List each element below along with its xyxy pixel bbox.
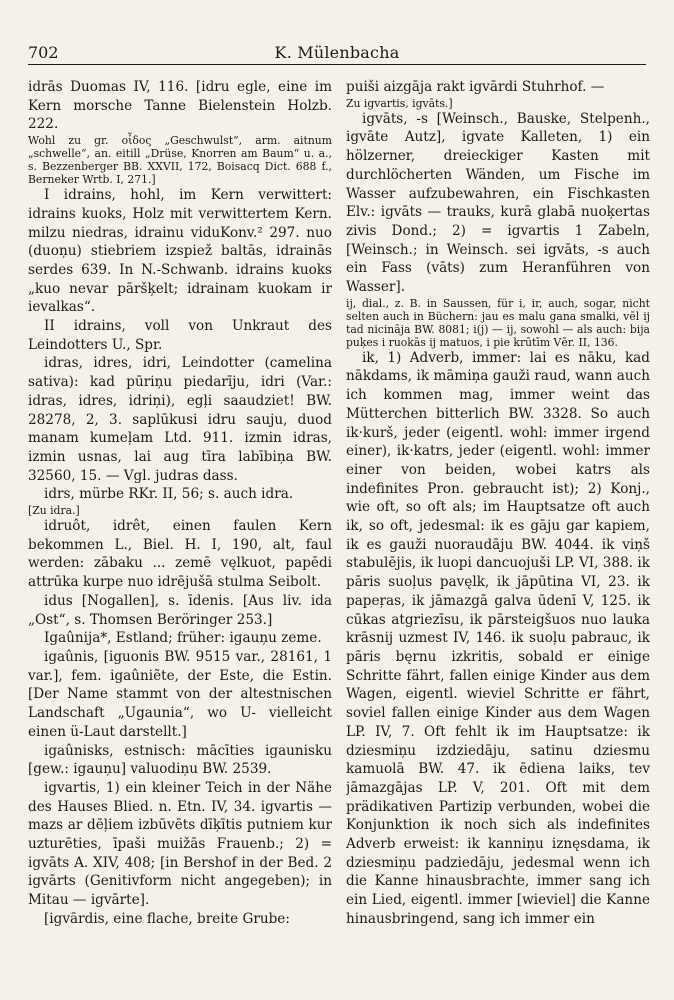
left-column-entry: idrs, mürbe RKr. II, 56; s. auch idra. bbox=[44, 486, 294, 503]
left-column-entry: idrās Duomas IV, 116. [idru egle, eine im Kern morsche Tanne Bielenstein Holzb. 222. bbox=[28, 79, 332, 133]
left-column-entry: idras, idres, idri, Leindotter (camelina sativa): kad pūriņu piedarīju, idri (Var.: idras, idres, idriņi), egļi saaudziet! BW. 28278, 2, 3. saplūkusi idru sauju, duod manam kumeļam Ltd. 911. izmin idras, izmin usnas, lai aug tīra labībiņa BW. 32560, 15. — Vgl. judras dass. bbox=[28, 355, 332, 484]
page-number: 702 bbox=[28, 42, 59, 62]
left-column-entry: I idrains, hohl, im Kern verwittert: idrains kuoks, Holz mit verwittertem Kern. milzu niedras, idrainu viduKonv.² 297. nuo (duoņu) stiebriem izspiež baltās, idrainās serdes 639. In N.-Schwanb. idrains kuoks „kuo nevar pāršķelt; idrainam kuokam ir ievalkas“. bbox=[28, 187, 332, 316]
left-column-entry: idruôt, idrêt, einen faulen Kern bekommen L., Biel. H. I, 190, alt, faul werden: zābaku ... zemē vęlkuot, papēdi attrūka kurpe nuo idrējušā stulma Seibolt. bbox=[28, 518, 332, 591]
right-column-entry: puiši aizgāja rakt igvārdi Stuhrhof. — bbox=[346, 79, 605, 95]
right-column-entry: ik, 1) Adverb, immer: lai es nāku, kad nākdams, ik māmiņa gauži raud, wann auch ich kommen mag, immer weint das Mütterchen bitterlich BW. 3328. So auch ik·kurš, jeder (eigentl. wohl: immer irgend einer), ik·katrs, jeder (eigentl. wohl: immer einer von beiden, wobei katrs als indefinites Pron. gebraucht ist); 2) Konj., wie oft, so oft als; im Hauptsatze oft auch ik, so oft, jedesmal: ik es gāju gar kapiem, ik es gauži nuoraudāju BW. 4044. ik viņš stabulējis, ik luopi dancuojuši LP. VI, 388. ik pāris suoļus pavęlk, ik jāpūtina VI, 23. ik papeŗas, ik jāmazgā galva ūdenī V, 125. ik cūkas atgriezīsu, ik pārsteigšuos nuo lauka krāsnij uzmest IV, 146. ik suoļu pabrauc, ik pāris bęrnu izkritis, sobald er einige Schritte fährt, fallen einige Kinder aus dem Wagen, eigentl. wieviel Schritte er fährt, soviel fallen einige Kinder aus dem Wagen LP. IV, 7. Oft fehlt ik im Hauptsatze: ik dziesmiņu izdziedāju, satinu dziesmu kamuolā BW. 47. ik ēdiena laiks, tev jāmazgājas LP. V, 201. Oft mit dem prädikativen Partizip verbunden, wobei die Konjunktion ik noch sich als indefinites Adverb erweist: ik kanniņu iznęsdama, ik dziesmiņu padziedāju, jedesmal wenn ich die Kanne hinausbrachte, immer sang ich ein Lied, eigentl. immer [wieviel] die Kanne hinausbringend, sang ich immer ein bbox=[346, 349, 650, 927]
right-column-entry: ij, dial., z. B. in Saussen, für i, ir, auch, sogar, nicht selten auch in Büchern: jau es malu gana smalki, vēl ij tad nicināja BW. 8081; i(j) — ij, sowohl — als auch: bija puķes i ruokās ij matuos, i pie krūtīm Vēr. II, 136. bbox=[346, 296, 650, 349]
left-column bbox=[28, 78, 332, 988]
left-column-entry: idus [Nogallen], s. īdenis. [Aus liv. ida „Ost“, s. Thomsen Beröringer 253.] bbox=[28, 592, 332, 628]
right-column-entry: Zu igvartis, igvāts.] bbox=[346, 96, 453, 110]
right-column bbox=[346, 78, 650, 988]
left-column-entry: igaûnisks, estnisch: mācīties igaunisku [gew.: igauņu] valuodiņu BW. 2539. bbox=[28, 742, 332, 778]
page-header bbox=[28, 40, 646, 65]
right-column-entry: igvāts, -s [Weinsch., Bauske, Stelpenh., igvāte Autz], igvate Kalleten, 1) ein hölzerner, dreieckiger Kasten mit durchlöcherten Wänden, um Fische im Wasser aufzubewahren, ein Fischkasten Elv.: igvāts — trauks, kurā glabā nuoķertas zivis Dond.; 2) = igvartis 1 Zabeln, [Weinsch.; in Weinsch. sei igvāts, -s auch ein Fass (vāts) zum Heranführen von Wasser]. bbox=[346, 110, 650, 296]
left-column-entry: Wohl zu gr. οἶδος „Geschwulst“, arm. aitnum „schwelle“, an. eitill „Drüse, Knorren am Baum“ u. a., s. Bezzenberger BB. XXVII, 172, Boisacq Dict. 688 f., Berneker Wrtb. I, 271.] bbox=[28, 134, 332, 187]
running-title: K. Mülenbacha bbox=[274, 42, 400, 62]
left-column-entry: igvartis, 1) ein kleiner Teich in der Nähe des Hauses Blied. n. Etn. IV, 34. igvartis — mazs ar dēļiem izbūvēts dīķītis putniem kur uzturēties, īpaši muižās Frauenb.; 2) = igvāts A. XIV, 408; [in Bershof in der Bed. 2 igvārts (Genitivform nicht angegeben); in Mitau — igvārte]. bbox=[28, 779, 332, 909]
left-column-entry: [igvārdis, eine flache, breite Grube: bbox=[44, 910, 290, 927]
left-column-entry: [Zu idra.] bbox=[28, 504, 80, 518]
left-column-entry: Igaûnija*, Estland; früher: igauņu zeme. bbox=[44, 630, 322, 647]
left-column-entry: II idrains, voll von Unkraut des Leindotters U., Spr. bbox=[28, 318, 332, 353]
left-column-entry: igaûnis, [iguonis BW. 9515 var., 28161, 1 var.], fem. igaûniẽte, der Este, die Estin. [Der Name stammt von der altestnischen Landschaft „Ugaunia“, wo U- vielleicht einen ü-Laut darstellt.] bbox=[28, 648, 332, 740]
